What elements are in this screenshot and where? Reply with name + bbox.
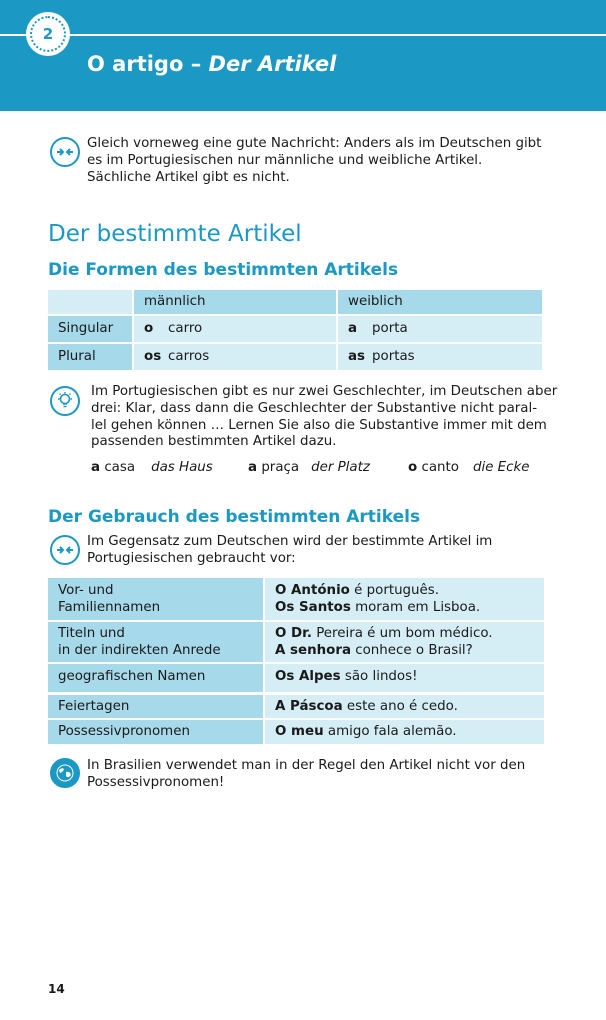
usage-title: Der Gebrauch des bestimmten Artikels [48,507,421,527]
usage-examples [265,664,544,692]
chapter-number: 2 [30,16,66,52]
usage-label-line: in der indirekten Anrede [58,642,221,658]
chapter-number-badge [26,12,70,56]
usage-label-line: Familiennamen [58,599,161,615]
usage-examples [265,695,544,718]
section-title: Der bestimmte Artikel [48,221,302,247]
example-de: die Ecke [472,460,530,475]
brazil-note-line: Possessivpronomen! [87,774,225,790]
plural-masculine [134,344,336,370]
example-rest: conhece o Brasil? [350,642,473,658]
usage-examples [265,720,544,744]
usage-intro [87,534,492,568]
example-article: A senhora [275,642,351,658]
plural-feminine [338,344,542,370]
header-divider [0,34,606,36]
usage-label [48,578,263,620]
example-article: O Dr. [275,626,312,641]
noun: portas [372,349,415,364]
lightbulb-icon [50,386,80,416]
usage-example [275,600,544,617]
tip-line: passenden bestimmten Artikel dazu. [91,434,337,450]
example-article: O António [275,583,350,598]
header-feminine: weiblich [338,290,542,314]
usage-label-line: Feiertagen [58,699,130,714]
usage-label-line: geografischen Namen [58,669,206,684]
example-de: das Haus [151,460,213,475]
example-pt: praça [261,460,300,475]
usage-example [275,664,544,690]
brazil-note-line: In Brasilien verwendet man in der Regel den Artikel nicht vor den [87,758,526,773]
example-de: der Platz [311,460,370,475]
example-article: Os Alpes [275,669,341,684]
article: o [144,321,154,336]
example-article: a [91,460,101,475]
tip-example [248,460,370,477]
usage-label [48,664,263,692]
example-pt: canto [421,460,459,475]
tip-line: lel gehen können … Lernen Sie also die Substantive immer mit dem [91,417,547,433]
usage-example [275,643,544,660]
intro-line: Sächliche Artikel gibt es nicht. [87,169,290,185]
row-label-plural: Plural [48,344,132,370]
usage-example [275,720,544,744]
chapter-title [87,52,336,76]
tip-example [408,460,530,477]
usage-example [275,583,544,600]
chapter-header [0,0,606,111]
row-label-singular: Singular [48,316,132,342]
example-rest: amigo fala alemão. [323,724,457,739]
example-article: o [408,460,418,475]
usage-label [48,622,263,662]
example-article: O meu [275,724,324,739]
chapter-title-de: Der Artikel [208,52,337,76]
usage-intro-line: Im Gegensatz zum Deutschen wird der bestimmte Artikel im [87,534,493,549]
example-rest: são lindos! [340,669,418,684]
example-article: a [248,460,258,475]
example-pt: casa [104,460,136,475]
forms-title: Die Formen des bestimmten Artikels [48,260,399,280]
intro-line: es im Portugiesischen nur männliche und weibliche Artikel. [87,152,483,168]
example-rest: é português. [349,583,440,598]
example-rest: este ano é cedo. [342,699,458,714]
example-rest: Pereira é um bom médico. [311,626,493,641]
example-rest: moram em Lisboa. [350,599,481,615]
usage-label [48,695,263,718]
page-number: 14 [48,982,65,996]
usage-label-line: Vor- und [58,583,114,598]
compare-arrows-icon [50,137,80,167]
usage-examples [265,622,544,662]
header-masculine: männlich [134,290,336,314]
singular-masculine [134,316,336,342]
singular-feminine [338,316,542,342]
noun: porta [372,321,408,336]
globe-icon [50,758,80,788]
intro-text [87,136,541,186]
usage-intro-line: Portugiesischen gebraucht vor: [87,550,296,566]
article: as [348,349,366,364]
tip-line: Im Portugiesischen gibt es nur zwei Geschlechter, im Deutschen aber [91,384,558,399]
usage-label-line: Possessivpronomen [58,724,190,739]
tip-line: drei: Klar, dass dann die Geschlechter der Substantive nicht paral- [91,400,538,416]
intro-line: Gleich vorneweg eine gute Nachricht: Anders als im Deutschen gibt [87,136,542,151]
article: a [348,321,358,336]
example-article: A Páscoa [275,699,343,714]
chapter-title-pt: O artigo – [87,52,209,76]
noun: carros [168,349,210,364]
tip-example [91,460,213,477]
usage-label-line: Titeln und [58,626,125,641]
usage-example [275,695,544,718]
usage-example [275,626,544,643]
table-corner [48,290,132,314]
compare-arrows-icon [50,535,80,565]
usage-label [48,720,263,744]
example-article: Os Santos [275,599,351,615]
article: os [144,349,162,364]
brazil-note [87,758,525,792]
noun: carro [168,321,203,336]
tip-text [91,384,557,451]
usage-examples [265,578,544,620]
